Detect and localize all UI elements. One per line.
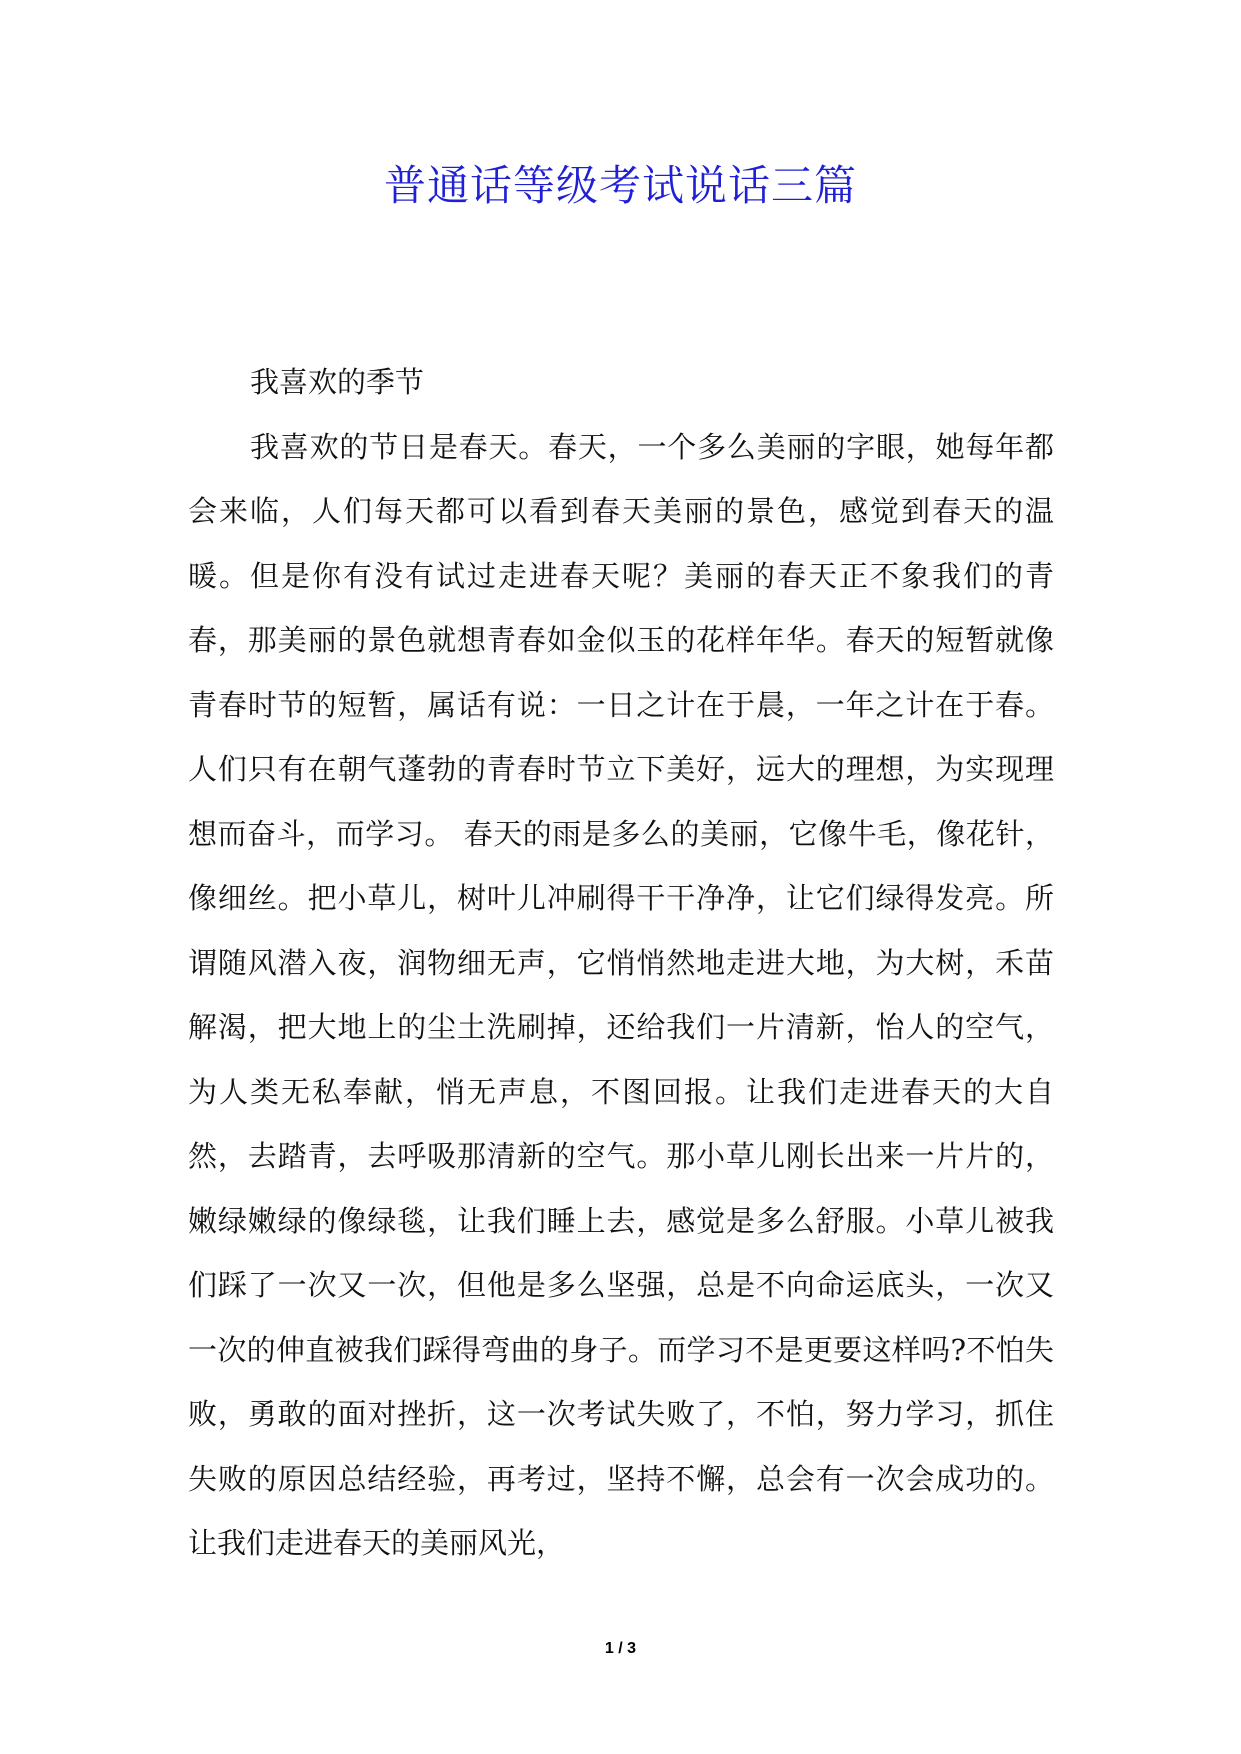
section-heading: 我喜欢的季节 <box>250 365 425 399</box>
document-body <box>188 350 1054 1576</box>
body-paragraph: 我喜欢的节日是春天。春天，一个多么美丽的字眼，她每年都会来临，人们每天都可以看到春天美丽的景色，感觉到春天的温暖。但是你有没有试过走进春天呢？美丽的春天正不象我们的青春，那美丽的景色就想青春如金似玉的花样年华。春天的短暂就像青春时节的短暂，属话有说：一日之计在于晨，一年之计在于春。人们只有在朝气蓬勃的青春时节立下美好，远大的理想，为实现理想而奋斗，而学习。 春天的雨是多么的美丽，它像牛毛，像花针，像细丝。把小草儿，树叶儿冲刷得干干净净，让它们绿得发亮。所谓随风潜入夜，润物细无声，它悄悄然地走进大地，为大树，禾苗解渴，把大地上的尘土洗刷掉，还给我们一片清新，怡人的空气，为人类无私奉献，悄无声息，不图回报。让我们走进春天的大自然，去踏青，去呼吸那清新的空气。那小草儿刚长出来一片片的，嫩绿嫩绿的像绿毯，让我们睡上去，感觉是多么舒服。小草儿被我们踩了一次又一次，但他是多么坚强，总是不向命运底头，一次又一次的伸直被我们踩得弯曲的身子。而学习不是更要这样吗?不怕失败，勇敢的面对挫折，这一次考试失败了，不怕，努力学习，抓住失败的原因总结经验，再考过，坚持不懈，总会有一次会成功的。 让我们走进春天的美丽风光， <box>188 429 1054 1560</box>
page-number: 1 / 3 <box>604 1640 637 1657</box>
document-title: 普通话等级考试说话三篇 <box>383 161 857 210</box>
